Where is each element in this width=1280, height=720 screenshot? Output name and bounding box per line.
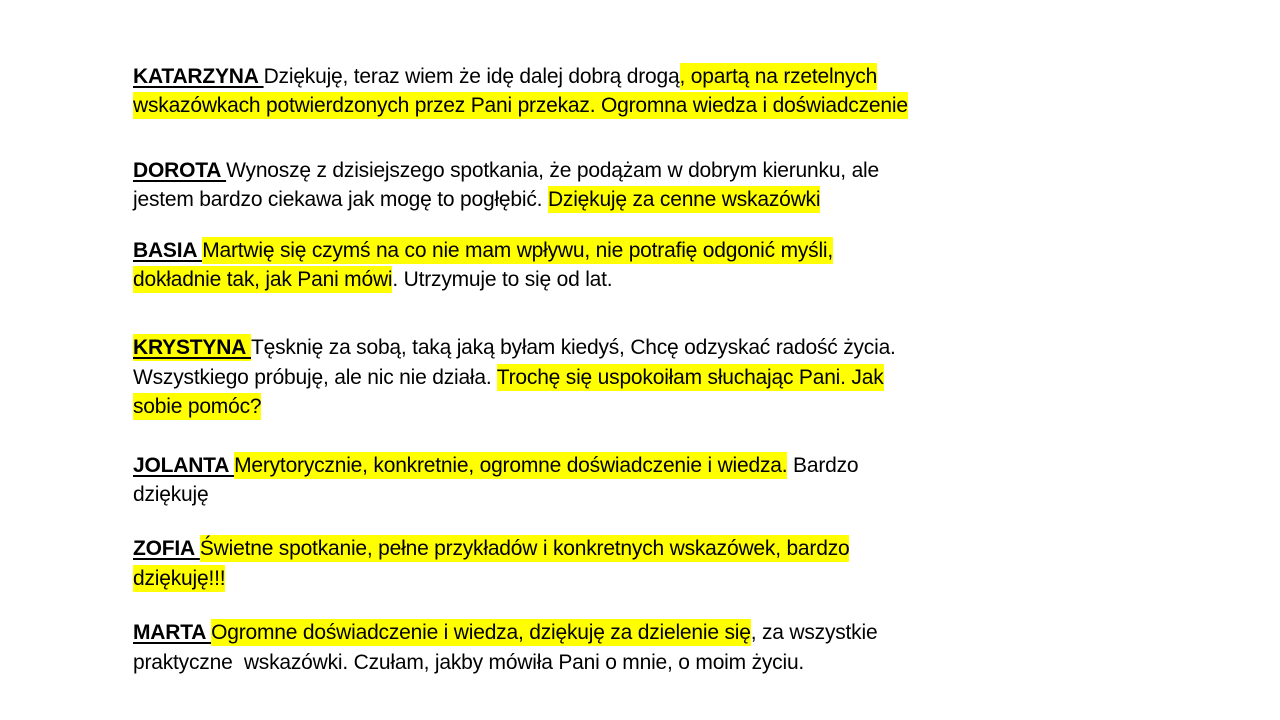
highlighted-text: Merytorycznie, konkretnie, ogromne doświadczenie i wiedza. [234,453,788,477]
text-line [133,185,1133,214]
text-segment: Wynoszę z dzisiejszego spotkania, że podążam w dobrym kierunku, ale [226,158,879,182]
text-line [133,156,1133,185]
text-line [133,236,1133,265]
highlighted-text: sobie pomóc? [133,395,262,419]
text-line [133,265,1133,294]
text-line [133,564,1133,593]
testimonial-paragraph [133,451,1133,510]
text-segment: praktyczne wskazówki. Czułam, jakby mówiła Pani o mnie, o moim życiu. [133,650,805,674]
speaker-name: BASIA [133,238,203,262]
speaker-name: ZOFIA [133,537,200,561]
text-segment: Dziękuję, teraz wiem że idę dalej dobrą drogą [263,65,680,88]
text-segment: . Utrzymuje to się od lat. [392,268,613,292]
text-line [133,451,1133,480]
testimonial-paragraph [133,618,1133,677]
speaker-name: MARTA [133,621,212,645]
speaker-name: JOLANTA [133,453,235,477]
text-line [133,480,1133,509]
text-line [133,648,1133,677]
text-segment: jestem bardzo ciekawa jak mogę to pogłębić. [133,188,548,212]
highlighted-text: , opartą na rzetelnych [679,65,878,88]
highlighted-text: Trochę się uspokoiłam słuchając Pani. Jak [496,365,884,389]
highlighted-text: dziękuję!!! [133,566,226,590]
text-segment: Tęsknię za sobą, taką jaką byłam kiedyś, Chcę odzyskać radość życia. [251,336,896,360]
highlighted-text: Świetne spotkanie, pełne przykładów i konkretnych wskazówek, bardzo [199,537,850,561]
text-line [133,534,1133,563]
testimonial-paragraph [133,236,1133,295]
highlighted-text: wskazówkach potwierdzonych przez Pani przekaz. Ogromna wiedza i doświadczenie [133,94,908,118]
text-line [133,62,1133,91]
speaker-name: DOROTA [133,158,227,182]
testimonial-paragraph [133,62,1133,121]
text-segment: Bardzo [787,453,859,477]
text-segment: Wszystkiego próbuję, ale nic nie działa. [133,365,497,389]
speaker-name: KRYSTYNA [133,336,251,360]
testimonial-paragraph [133,534,1133,593]
highlighted-text: Martwię się czymś na co nie mam wpływu, nie potrafię odgonić myśli, [202,238,834,262]
text-line [133,333,1133,362]
text-segment: , za wszystkie [750,621,878,645]
testimonial-paragraph [133,156,1133,215]
text-block [133,62,1133,677]
text-line [133,392,1133,421]
speaker-name: KATARZYNA [133,65,264,88]
highlighted-text: Ogromne doświadczenie i wiedza, dziękuję za dzielenie się [211,621,751,645]
text-line [133,91,1133,120]
testimonial-paragraph [133,333,1133,421]
text-line [133,618,1133,647]
text-line [133,363,1133,392]
highlighted-text: dokładnie tak, jak Pani mówi [133,268,393,292]
text-segment: dziękuję [133,483,209,507]
highlighted-text: Dziękuję za cenne wskazówki [547,188,821,212]
